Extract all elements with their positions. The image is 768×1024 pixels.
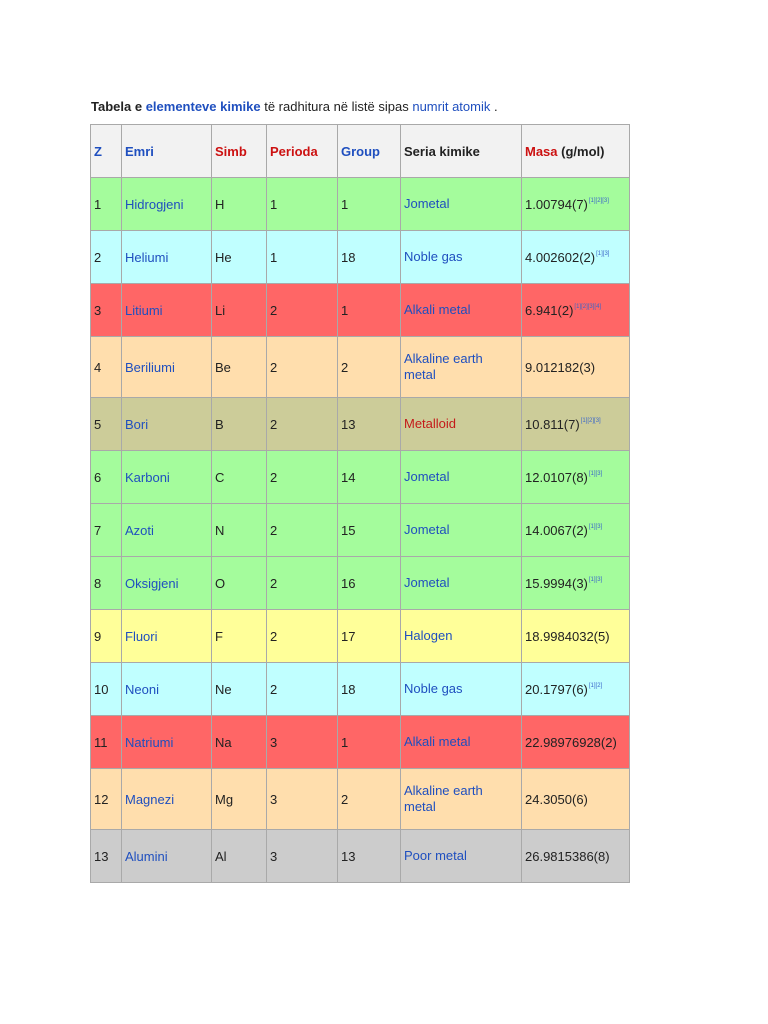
cell-symbol: H <box>212 178 267 231</box>
cell-group: 18 <box>338 231 401 284</box>
cell-name-link[interactable]: Oksigjeni <box>122 557 212 610</box>
table-row <box>91 284 630 337</box>
cell-group: 2 <box>338 769 401 830</box>
header-period[interactable]: Perioda <box>267 125 338 178</box>
cell-group: 1 <box>338 178 401 231</box>
cell-symbol: He <box>212 231 267 284</box>
cell-series <box>401 178 522 231</box>
cell-name-link[interactable]: Litiumi <box>122 284 212 337</box>
caption-prefix: Tabela e <box>91 99 146 114</box>
cell-series-link[interactable]: Halogen <box>404 628 453 643</box>
cell-mass-value: 14.0067(2) <box>525 522 588 538</box>
table-row <box>91 504 630 557</box>
cell-z: 3 <box>91 284 122 337</box>
header-symbol[interactable]: Simb <box>212 125 267 178</box>
cell-name-link[interactable]: Hidrogjeni <box>122 178 212 231</box>
cell-symbol: N <box>212 504 267 557</box>
cell-mass <box>522 337 630 398</box>
cell-z: 10 <box>91 663 122 716</box>
cell-symbol: Ne <box>212 663 267 716</box>
table-row <box>91 451 630 504</box>
cell-mass-value: 18.9984032(5) <box>525 628 610 644</box>
cell-group: 17 <box>338 610 401 663</box>
table-row <box>91 610 630 663</box>
cell-symbol: Al <box>212 830 267 883</box>
table-row <box>91 557 630 610</box>
cell-mass <box>522 663 630 716</box>
cell-z: 13 <box>91 830 122 883</box>
cell-period: 1 <box>267 178 338 231</box>
cell-name-link[interactable]: Beriliumi <box>122 337 212 398</box>
cell-group: 14 <box>338 451 401 504</box>
cell-z: 2 <box>91 231 122 284</box>
cell-series <box>401 769 522 830</box>
table-row <box>91 663 630 716</box>
cell-name-link[interactable]: Karboni <box>122 451 212 504</box>
cell-mass-value: 26.9815386(8) <box>525 848 610 864</box>
cell-period: 2 <box>267 504 338 557</box>
cell-period: 2 <box>267 451 338 504</box>
cell-series-link[interactable]: Alkaline earth metal <box>404 351 483 382</box>
header-name[interactable]: Emri <box>122 125 212 178</box>
citation-ref-link[interactable]: [1][3] <box>588 470 603 477</box>
cell-z: 8 <box>91 557 122 610</box>
cell-symbol: O <box>212 557 267 610</box>
cell-series <box>401 830 522 883</box>
cell-series-link[interactable]: Alkali metal <box>404 302 471 317</box>
cell-z: 7 <box>91 504 122 557</box>
table-row <box>91 178 630 231</box>
table-row <box>91 830 630 883</box>
cell-mass <box>522 504 630 557</box>
cell-period: 1 <box>267 231 338 284</box>
table-row <box>91 398 630 451</box>
cell-mass-value: 6.941(2) <box>525 302 574 318</box>
cell-symbol: Li <box>212 284 267 337</box>
cell-mass-value: 20.1797(6) <box>525 681 588 697</box>
cell-group: 16 <box>338 557 401 610</box>
cell-group: 13 <box>338 830 401 883</box>
cell-series <box>401 610 522 663</box>
citation-ref-link[interactable]: [1][2][3] <box>588 197 609 204</box>
cell-z: 5 <box>91 398 122 451</box>
cell-group: 2 <box>338 337 401 398</box>
cell-period: 2 <box>267 284 338 337</box>
cell-name-link[interactable]: Azoti <box>122 504 212 557</box>
cell-z: 11 <box>91 716 122 769</box>
table-row <box>91 337 630 398</box>
cell-series-link[interactable]: Jometal <box>404 469 450 484</box>
header-z[interactable]: Z <box>91 125 122 178</box>
citation-ref-link[interactable]: [1][3] <box>588 523 603 530</box>
caption-suffix: . <box>490 99 498 114</box>
cell-group: 1 <box>338 716 401 769</box>
cell-series-link[interactable]: Jometal <box>404 522 450 537</box>
chemical-elements-link[interactable]: elementeve kimike <box>145 99 261 114</box>
cell-series-link[interactable]: Noble gas <box>404 681 463 696</box>
cell-mass <box>522 610 630 663</box>
table-header-row <box>91 125 630 178</box>
cell-period: 3 <box>267 769 338 830</box>
cell-mass <box>522 398 630 451</box>
caption-middle: të radhitura në listë sipas <box>260 99 413 114</box>
cell-series <box>401 398 522 451</box>
cell-symbol: C <box>212 451 267 504</box>
cell-mass-value: 15.9994(3) <box>525 575 588 591</box>
cell-name-link[interactable]: Natriumi <box>122 716 212 769</box>
cell-period: 3 <box>267 830 338 883</box>
cell-mass-value: 4.002602(2) <box>525 249 596 265</box>
cell-symbol: Na <box>212 716 267 769</box>
cell-group: 1 <box>338 284 401 337</box>
cell-period: 2 <box>267 610 338 663</box>
cell-series <box>401 663 522 716</box>
atomic-number-link[interactable]: numrit atomik <box>412 99 491 114</box>
citation-ref-link[interactable]: [1][3] <box>588 576 603 583</box>
header-series: Seria kimike <box>401 125 522 178</box>
citation-ref-link[interactable]: [1][3] <box>596 250 610 257</box>
cell-series <box>401 284 522 337</box>
cell-symbol: Be <box>212 337 267 398</box>
header-mass-unit: (g/mol) <box>557 143 605 159</box>
citation-ref-link[interactable]: [1][2] <box>588 682 603 689</box>
cell-mass-value: 12.0107(8) <box>525 469 588 485</box>
table-row <box>91 231 630 284</box>
cell-z: 9 <box>91 610 122 663</box>
cell-symbol: B <box>212 398 267 451</box>
cell-group: 18 <box>338 663 401 716</box>
cell-series-link[interactable]: Alkaline earth metal <box>404 783 483 814</box>
cell-period: 2 <box>267 557 338 610</box>
table-row <box>91 769 630 830</box>
cell-mass <box>522 284 630 337</box>
table-row <box>91 716 630 769</box>
cell-series-link[interactable]: Metalloid <box>404 416 457 431</box>
cell-mass-value: 10.811(7) <box>525 416 580 432</box>
cell-group: 15 <box>338 504 401 557</box>
cell-name-link[interactable]: Neoni <box>122 663 212 716</box>
cell-period: 2 <box>267 337 338 398</box>
cell-mass <box>522 716 630 769</box>
elements-table <box>90 124 630 883</box>
cell-name-link[interactable]: Heliumi <box>122 231 212 284</box>
cell-z: 1 <box>91 178 122 231</box>
citation-ref-link[interactable]: [1][2][3] <box>580 417 601 424</box>
cell-name-link[interactable]: Fluori <box>122 610 212 663</box>
cell-mass <box>522 769 630 830</box>
cell-period: 3 <box>267 716 338 769</box>
cell-symbol: Mg <box>212 769 267 830</box>
table-caption <box>91 98 498 116</box>
header-group[interactable]: Group <box>338 125 401 178</box>
cell-series <box>401 231 522 284</box>
cell-z: 4 <box>91 337 122 398</box>
cell-period: 2 <box>267 398 338 451</box>
header-mass-link[interactable]: Masa <box>525 143 558 159</box>
cell-series-link[interactable]: Jometal <box>404 575 450 590</box>
cell-mass <box>522 451 630 504</box>
cell-series <box>401 451 522 504</box>
cell-series <box>401 716 522 769</box>
citation-ref-link[interactable]: [1][2][3][4] <box>574 303 602 310</box>
cell-mass <box>522 178 630 231</box>
cell-series-link[interactable]: Poor metal <box>404 848 467 863</box>
cell-series-link[interactable]: Noble gas <box>404 249 463 264</box>
cell-series-link[interactable]: Alkali metal <box>404 734 471 749</box>
cell-z: 6 <box>91 451 122 504</box>
cell-mass-value: 1.00794(7) <box>525 196 588 212</box>
cell-period: 2 <box>267 663 338 716</box>
cell-series <box>401 504 522 557</box>
cell-mass <box>522 231 630 284</box>
cell-name-link[interactable]: Alumini <box>122 830 212 883</box>
header-mass <box>522 125 630 178</box>
cell-group: 13 <box>338 398 401 451</box>
cell-mass-value: 22.98976928(2) <box>525 734 617 750</box>
cell-name-link[interactable]: Bori <box>122 398 212 451</box>
cell-name-link[interactable]: Magnezi <box>122 769 212 830</box>
cell-series <box>401 337 522 398</box>
cell-series <box>401 557 522 610</box>
cell-z: 12 <box>91 769 122 830</box>
cell-mass-value: 24.3050(6) <box>525 791 588 807</box>
cell-series-link[interactable]: Jometal <box>404 196 450 211</box>
cell-mass <box>522 557 630 610</box>
cell-mass-value: 9.012182(3) <box>525 359 596 375</box>
cell-mass <box>522 830 630 883</box>
cell-symbol: F <box>212 610 267 663</box>
